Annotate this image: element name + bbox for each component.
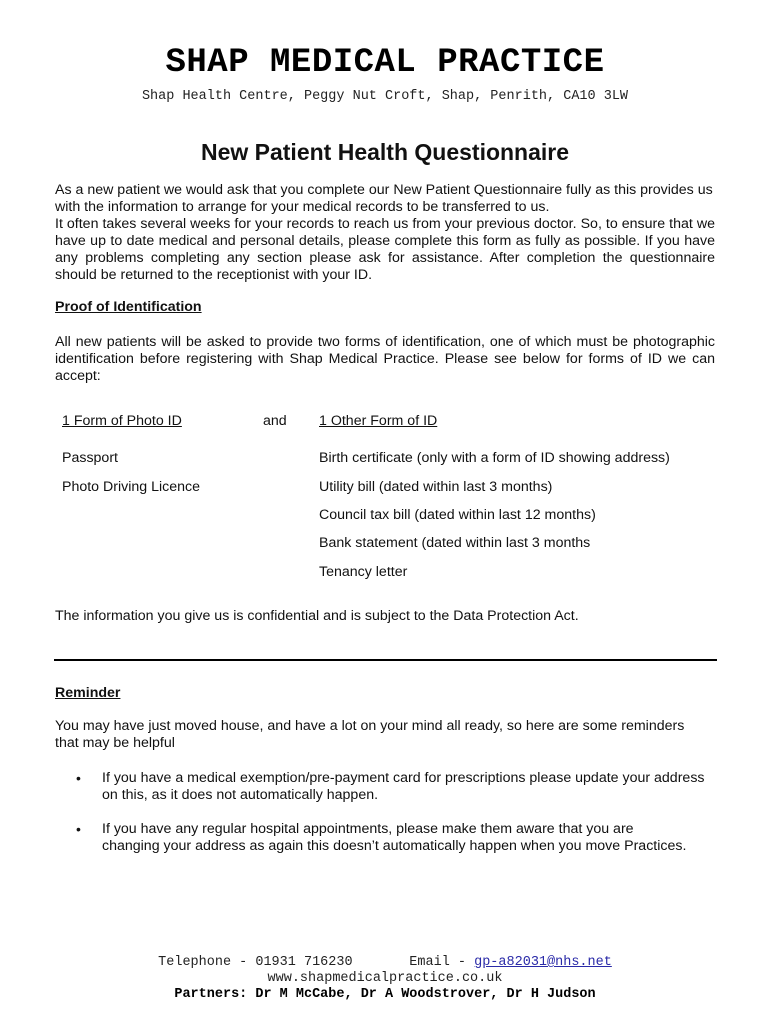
proof-of-id-heading: Proof of Identification [55,299,202,315]
reminder-bullet: If you have any regular hospital appointments, please make them aware that you are changing your address as again this doesn’t automatically happen when you move Practices. [102,821,687,854]
proof-of-id-text: All new patients will be asked to provide two forms of identification, one of which must be photographic identification before registering with Shap Medical Practice. Please see below for forms of ID we can accept: [55,334,715,384]
other-id-item: Utility bill (dated within last 3 months) [319,479,553,495]
section-divider [54,659,717,661]
intro-section [55,182,715,284]
footer-contact [0,955,770,970]
footer-partners: Partners: Dr M McCabe, Dr A Woodstrover, Dr H Judson [174,987,596,1002]
reminder-heading: Reminder [55,685,121,701]
practice-address: Shap Health Centre, Peggy Nut Croft, Shap, Penrith, CA10 3LW [141,89,629,104]
other-id-item: Council tax bill (dated within last 12 months) [319,507,596,523]
page-title: New Patient Health Questionnaire [200,139,570,165]
bullet-icon: • [76,821,81,837]
other-id-item: Birth certificate (only with a form of ID showing address) [319,450,670,466]
other-id-item: Tenancy letter [319,564,408,580]
other-id-column-header: 1 Other Form of ID [319,413,438,429]
reminder-intro: You may have just moved house, and have a lot on your mind all ready, so here are some reminders that may be helpful [55,718,685,751]
photo-id-item: Photo Driving Licence [62,479,201,495]
footer-email-label: Email - [409,955,475,970]
footer-telephone: Telephone - 01931 716230 [158,955,353,970]
practice-name: SHAP MEDICAL PRACTICE [165,44,605,82]
and-label: and [263,413,287,429]
confidentiality-note: The information you give us is confidential and is subject to the Data Protection Act. [55,608,579,624]
footer-website[interactable]: www.shapmedicalpractice.co.uk [267,971,503,986]
intro-paragraph-1: As a new patient we would ask that you complete our New Patient Questionnaire fully as this provides us with the information to arrange for your medical records to be transferred to us. [55,182,713,215]
footer-email-link[interactable]: gp-a82031@nhs.net [474,955,612,970]
photo-id-column-header: 1 Form of Photo ID [62,413,182,429]
reminder-bullet: If you have a medical exemption/pre-payment card for prescriptions please update your address on this, as it does not automatically happen. [102,770,705,803]
photo-id-item: Passport [62,450,118,466]
intro-paragraph-2: It often takes several weeks for your records to reach us from your previous doctor. So, to ensure that we have up to date medical and personal details, please complete this form as fully as possible. If you have any problems completing any section please ask for assistance. After completion the questionnaire should be returned to the receptionist with your ID. [55,216,715,283]
other-id-item: Bank statement (dated within last 3 months [319,535,591,551]
bullet-icon: • [76,770,81,786]
